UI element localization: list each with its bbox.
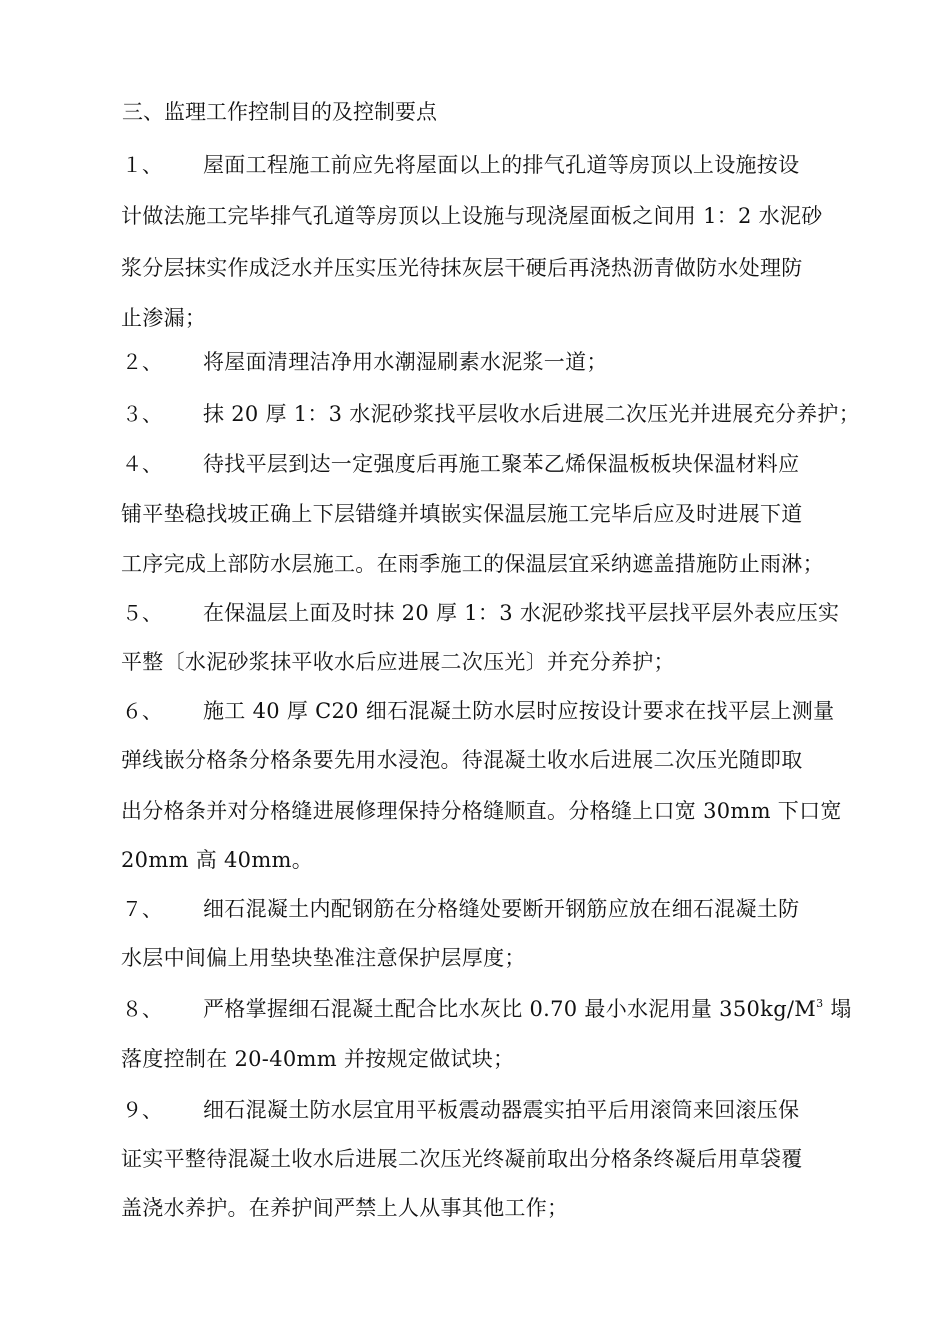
item-text-line: 抹 20 厚 1：3 水泥砂浆找平层收水后进展二次压光并进展充分养护； bbox=[203, 402, 860, 426]
item-text-segment: 严格掌握细石混凝土配合比水灰比 0.70 最小水泥用量 350kg/M bbox=[203, 997, 817, 1021]
item-text-line: 细石混凝土防水层宜用平板震动器震实拍平后用滚筒来回滚压保 bbox=[203, 1098, 800, 1122]
item-text-line: 工序完成上部防水层施工。在雨季施工的保温层宜采纳遮盖措施防止雨淋； bbox=[121, 552, 824, 576]
item-number: ７、 bbox=[122, 897, 162, 921]
item-text-line: 弹线嵌分格条分格条要先用水浸泡。待混凝土收水后进展二次压光随即取 bbox=[121, 748, 803, 772]
section-heading: 三、监理工作控制目的及控制要点 bbox=[122, 100, 437, 124]
superscript-exponent: 3 bbox=[816, 997, 824, 1010]
item-number: １、 bbox=[122, 153, 162, 177]
item-number: ４、 bbox=[122, 452, 162, 476]
item-text-line: 平整〔水泥砂浆抹平收水后应进展二次压光〕并充分养护； bbox=[121, 650, 675, 674]
item-text-line: 计做法施工完毕排气孔道等房顶以上设施与现浇屋面板之间用 1：2 水泥砂 bbox=[121, 204, 823, 228]
item-text-line: 施工 40 厚 C20 细石混凝土防水层时应按设计要求在找平层上测量 bbox=[203, 699, 835, 723]
item-number: ２、 bbox=[122, 350, 162, 374]
item-number: ３、 bbox=[122, 402, 162, 426]
item-text-line: 水层中间偏上用垫块垫准注意保护层厚度； bbox=[121, 946, 526, 970]
item-text-line: 铺平垫稳找坡正确上下层错缝并填嵌实保温层施工完毕后应及时进展下道 bbox=[121, 502, 803, 526]
item-text-line: 落度控制在 20-40mm 并按规定做试块； bbox=[121, 1047, 515, 1071]
item-text-line: 细石混凝土内配钢筋在分格缝处要断开钢筋应放在细石混凝土防 bbox=[203, 897, 800, 921]
item-number: ５、 bbox=[122, 601, 162, 625]
item-text-line: 盖浇水养护。在养护间严禁上人从事其他工作； bbox=[121, 1196, 569, 1220]
item-text-line: 屋面工程施工前应先将屋面以上的排气孔道等房顶以上设施按设 bbox=[203, 153, 800, 177]
item-number: ８、 bbox=[122, 997, 162, 1021]
item-number: ９、 bbox=[122, 1098, 162, 1122]
item-text-line bbox=[203, 993, 852, 1025]
item-text-line: 将屋面清理洁净用水潮湿刷素水泥浆一道； bbox=[203, 350, 608, 374]
item-text-segment: 塌 bbox=[823, 997, 852, 1021]
item-number: ６、 bbox=[122, 699, 162, 723]
item-text-line: 待找平层到达一定强度后再施工聚苯乙烯保温板板块保温材料应 bbox=[203, 452, 800, 476]
item-text-line: 出分格条并对分格缝进展修理保持分格缝顺直。分格缝上口宽 30mm 下口宽 bbox=[121, 799, 842, 823]
item-text-line: 止渗漏； bbox=[121, 306, 207, 330]
item-text-line: 浆分层抹实作成泛水并压实压光待抹灰层干硬后再浇热沥青做防水处理防 bbox=[121, 256, 803, 280]
item-text-line: 20mm 高 40mm。 bbox=[121, 848, 314, 872]
item-text-line: 在保温层上面及时抹 20 厚 1：3 水泥砂浆找平层找平层外表应压实 bbox=[203, 601, 840, 625]
item-text-line: 证实平整待混凝土收水后进展二次压光终凝前取出分格条终凝后用草袋覆 bbox=[121, 1147, 803, 1171]
